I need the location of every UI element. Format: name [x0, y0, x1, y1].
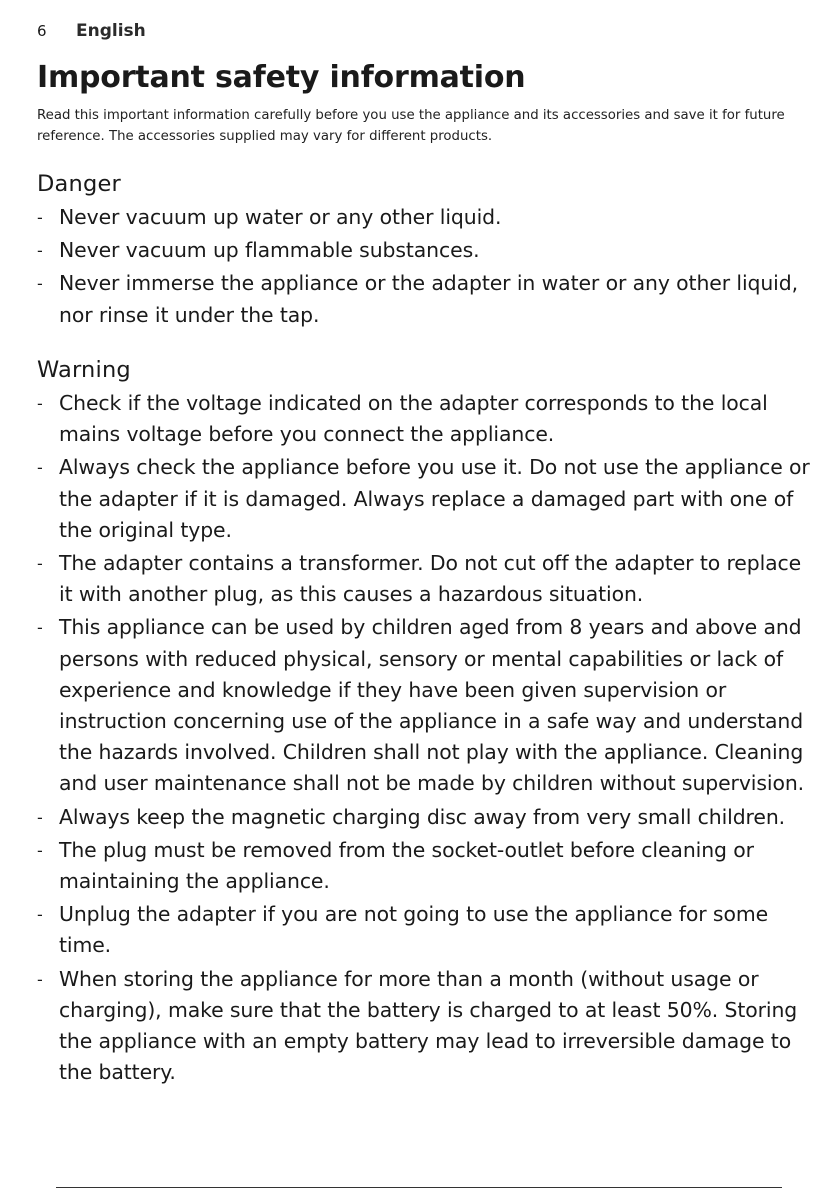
bullet-dash: -: [37, 840, 43, 860]
intro-paragraph: Read this important information carefully before you use the appliance and its accessories and save it for future reference. The accessories supplied may vary for different products.: [37, 108, 785, 144]
list-item-text: Never vacuum up water or any other liquid.: [59, 205, 502, 229]
list-item: [37, 612, 812, 799]
warning-heading: Warning: [37, 357, 131, 383]
list-item-text: Always check the appliance before you use it. Do not use the appliance or the adapter if it is damaged. Always replace a damaged part with one of the original type.: [59, 455, 810, 542]
bullet-dash: -: [37, 208, 43, 227]
list-item: [37, 802, 812, 833]
list-item-text: The plug must be removed from the socket-outlet before cleaning or maintaining the appliance.: [59, 837, 754, 894]
danger-list: [37, 202, 812, 333]
list-item-text: Never vacuum up flammable substances.: [59, 238, 480, 263]
list-item: [37, 548, 812, 610]
list-item: [37, 388, 812, 450]
running-header: [37, 21, 146, 43]
bullet-dash: -: [37, 554, 43, 574]
list-item: [37, 202, 812, 233]
bullet-dash: -: [37, 458, 43, 478]
list-item: [37, 452, 812, 546]
header-language: English: [76, 21, 146, 41]
list-item-text: This appliance can be used by children aged from 8 years and above and persons with reduced physical, sensory or mental capabilities or lack of experience and knowledge if they have been given supervision or instruction concerning use of the appliance in a safe way and understand the hazards involved. Children shall not play with the appliance. Cleaning and user maintenance shall not be made by children without supervision.: [59, 615, 805, 796]
list-item: [37, 899, 812, 961]
bullet-dash: -: [37, 394, 43, 413]
list-item-text: Unplug the adapter if you are not going to use the appliance for some time.: [59, 902, 769, 958]
bullet-dash: -: [37, 969, 43, 989]
list-item-text: Check if the voltage indicated on the adapter corresponds to the local mains voltage before you connect the appliance.: [59, 391, 768, 447]
page-number: 6: [37, 22, 47, 40]
bullet-dash: -: [37, 905, 43, 925]
bullet-dash: -: [37, 618, 43, 638]
danger-heading: Danger: [37, 171, 121, 197]
warning-list: [37, 388, 812, 1090]
bullet-dash: -: [37, 274, 43, 294]
list-item-text: When storing the appliance for more than a month (without usage or charging), make sure that the battery is charged to at least 50%. Storing the appliance with an empty battery may lead to irreversible damage to the battery.: [59, 966, 798, 1085]
bullet-dash: -: [37, 241, 43, 261]
list-item: [37, 964, 812, 1089]
footer-rule: [56, 1187, 782, 1188]
list-item-text: Always keep the magnetic charging disc away from very small children.: [59, 804, 786, 829]
list-item: [37, 268, 812, 330]
bullet-dash: -: [37, 807, 43, 827]
list-item-text: Never immerse the appliance or the adapter in water or any other liquid, nor rinse it under the tap.: [59, 271, 798, 327]
page-title: Important safety information: [37, 60, 526, 95]
list-item-text: The adapter contains a transformer. Do not cut off the adapter to replace it with another plug, as this causes a hazardous situation.: [59, 551, 802, 607]
list-item: [37, 835, 812, 897]
list-item: [37, 235, 812, 266]
